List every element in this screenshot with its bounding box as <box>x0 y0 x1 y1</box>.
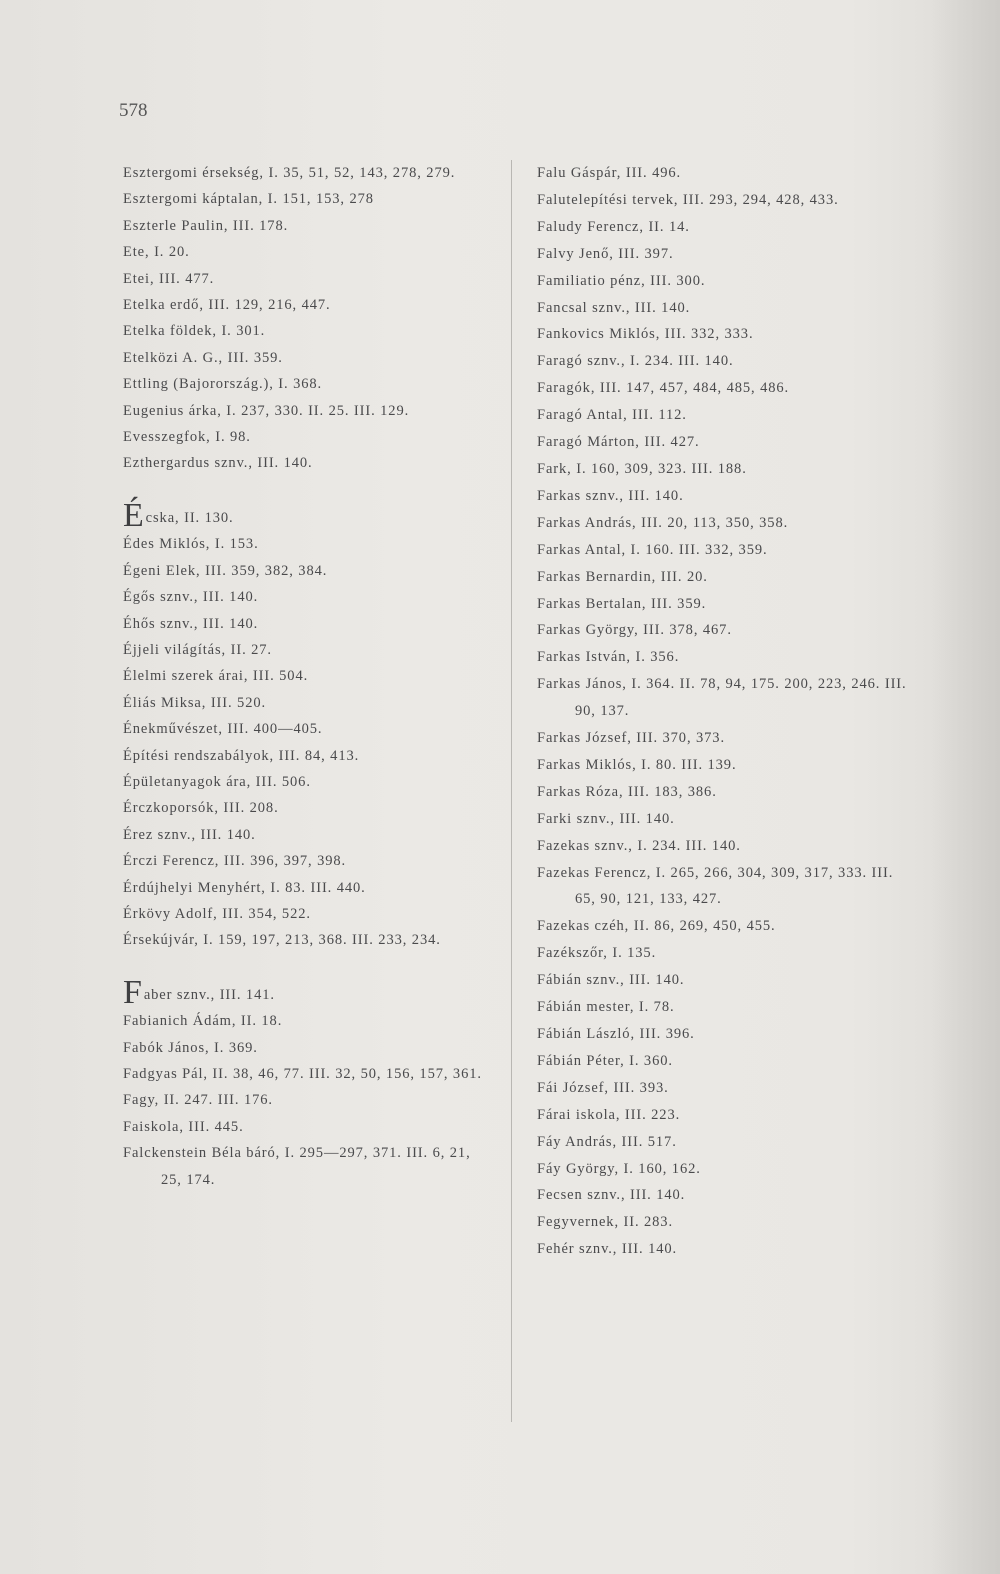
index-entry-text: Érsekújvár, I. 159, 197, 213, 368. III. 233, 234. <box>123 932 441 949</box>
index-entry-text: Eugenius árka, I. 237, 330. II. 25. III. 129. <box>123 402 410 419</box>
index-entry <box>123 1087 488 1113</box>
index-entry <box>123 496 488 534</box>
index-entry <box>123 371 488 397</box>
index-entry <box>123 239 488 265</box>
index-entry-text: Eszterle Paulin, III. 178. <box>123 217 289 234</box>
index-entry <box>123 531 488 557</box>
index-entry <box>123 716 488 742</box>
index-entry-text: Farkas János, I. 364. II. 78, 94, 175. 200, 223, 246. III. 90, 137. <box>537 676 907 720</box>
index-entry <box>123 584 488 610</box>
index-entry-text: Fadgyas Pál, II. 38, 46, 77. III. 32, 50, 156, 157, 361. <box>123 1066 482 1082</box>
index-entry-text: Farkas Miklós, I. 80. III. 139. <box>537 756 737 773</box>
index-entry-text: Éhős sznv., III. 140. <box>123 615 259 632</box>
index-entry-text: Fabók János, I. 369. <box>123 1039 258 1056</box>
index-entry-text: Farkas sznv., III. 140. <box>537 487 684 504</box>
index-entry <box>537 214 912 241</box>
index-entry <box>123 973 488 1011</box>
index-entry-text: Falu Gáspár, III. 496. <box>537 165 682 181</box>
index-entry-text: Fárai iskola, III. 223. <box>537 1106 681 1123</box>
index-entry <box>123 186 488 212</box>
index-entry <box>537 994 912 1021</box>
index-entry-text: Etelka földek, I. 301. <box>123 323 266 340</box>
index-entry <box>537 160 912 187</box>
index-entry <box>123 266 488 292</box>
index-entry-text: Etelka erdő, III. 129, 216, 447. <box>123 297 331 314</box>
index-entry <box>537 1102 912 1129</box>
index-entry-text: Élelmi szerek árai, III. 504. <box>123 668 309 685</box>
index-entry-text: Égős sznv., III. 140. <box>123 589 259 606</box>
index-entry <box>123 822 488 848</box>
index-entry <box>537 725 912 752</box>
index-entry <box>537 591 912 618</box>
index-entry <box>537 375 912 402</box>
index-entry <box>123 637 488 663</box>
index-entry <box>537 1075 912 1102</box>
index-entry-text: Fazekas czéh, II. 86, 269, 450, 455. <box>537 918 776 935</box>
index-entry-text: Fái József, III. 393. <box>537 1079 669 1096</box>
index-entry <box>123 558 488 584</box>
section-gap <box>123 954 488 980</box>
index-entry-text: Faragó sznv., I. 234. III. 140. <box>537 353 734 370</box>
index-entry <box>123 875 488 901</box>
index-entry <box>123 743 488 769</box>
index-entry-text: Fábián László, III. 396. <box>537 1026 695 1042</box>
index-entry <box>537 913 912 940</box>
index-entry <box>123 318 488 344</box>
index-entry-text: cska, II. 130. <box>145 509 234 526</box>
index-entry <box>537 806 912 833</box>
index-entry <box>537 1129 912 1156</box>
index-entry-text: Fábián mester, I. 78. <box>537 999 675 1016</box>
index-entry-text: Fáy András, III. 517. <box>537 1133 677 1150</box>
index-entry-text: Farkas Bertalan, III. 359. <box>537 595 707 612</box>
index-entry <box>537 510 912 537</box>
index-entry <box>537 1236 912 1263</box>
index-entry <box>123 292 488 318</box>
index-entry <box>537 940 912 967</box>
index-entry-text: Farki sznv., III. 140. <box>537 810 675 827</box>
index-entry-text: Fancsal sznv., III. 140. <box>537 299 691 316</box>
index-entry-text: Fark, I. 160, 309, 323. III. 188. <box>537 460 747 477</box>
index-entry <box>123 160 488 186</box>
index-entry <box>537 779 912 806</box>
index-entry <box>123 848 488 874</box>
index-entry <box>123 927 488 953</box>
index-entry-text: Fáy György, I. 160, 162. <box>537 1160 701 1177</box>
index-entry-text: Farkas Antal, I. 160. III. 332, 359. <box>537 541 768 558</box>
index-entry-text: Épületanyagok ára, III. 506. <box>123 773 311 790</box>
index-entry <box>537 187 912 214</box>
index-entry-text: Ete, I. 20. <box>123 244 190 261</box>
index-entry <box>537 456 912 483</box>
index-entry-text: Farkas György, III. 378, 467. <box>537 622 732 639</box>
index-entry-text: Farkas István, I. 356. <box>537 649 680 666</box>
index-entry-text: Éjjeli világítás, II. 27. <box>123 641 272 658</box>
index-entry-text: Esztergomi káptalan, I. 151, 153, 278 <box>123 191 374 208</box>
index-entry <box>537 321 912 348</box>
index-entry-text: Falvy Jenő, III. 397. <box>537 245 674 262</box>
index-entry <box>123 450 488 476</box>
index-entry <box>123 398 488 424</box>
index-entry <box>537 671 912 725</box>
index-entry <box>537 348 912 375</box>
index-entry <box>123 611 488 637</box>
index-entry <box>537 268 912 295</box>
index-entry <box>537 483 912 510</box>
index-entry-text: Érczi Ferencz, III. 396, 397, 398. <box>123 853 347 870</box>
index-column-left <box>123 160 488 1193</box>
index-entry <box>537 644 912 671</box>
index-entry <box>123 345 488 371</box>
section-initial: É <box>123 496 145 534</box>
index-entry-text: Érdújhelyi Menyhért, I. 83. III. 440. <box>123 879 366 896</box>
index-entry-text: Építési rendszabályok, III. 84, 413. <box>123 747 360 764</box>
index-entry-text: Fazékszőr, I. 135. <box>537 945 657 962</box>
index-entry-text: Farkas Bernardin, III. 20. <box>537 568 708 585</box>
index-entry <box>537 1182 912 1209</box>
index-entry-text: Etei, III. 477. <box>123 270 215 287</box>
index-entry-text: Égeni Elek, III. 359, 382, 384. <box>123 562 328 579</box>
index-entry-text: Édes Miklós, I. 153. <box>123 536 259 553</box>
index-entry <box>537 295 912 322</box>
index-entry <box>123 690 488 716</box>
index-entry <box>537 967 912 994</box>
index-entry <box>537 833 912 860</box>
index-entry <box>537 1048 912 1075</box>
index-entry-text: Evesszegfok, I. 98. <box>123 429 251 446</box>
index-entry-text: Fábián sznv., III. 140. <box>537 972 685 989</box>
index-entry <box>123 1114 488 1140</box>
index-entry <box>537 617 912 644</box>
index-entry <box>537 1209 912 1236</box>
index-entry-text: Fehér sznv., III. 140. <box>537 1241 678 1258</box>
index-entry-text: Falutelepítési tervek, III. 293, 294, 428, 433. <box>537 191 839 208</box>
page-number: 578 <box>119 100 148 121</box>
index-entry-text: Farkas József, III. 370, 373. <box>537 730 725 747</box>
index-entry-text: Érkövy Adolf, III. 354, 522. <box>123 905 311 922</box>
index-entry <box>123 1008 488 1034</box>
index-entry <box>123 1140 488 1193</box>
index-entry <box>537 1156 912 1183</box>
index-entry <box>537 564 912 591</box>
index-entry <box>123 213 488 239</box>
index-entry-text: Fegyvernek, II. 283. <box>537 1214 673 1231</box>
index-entry-text: Familiatio pénz, III. 300. <box>537 272 706 289</box>
section-gap <box>123 477 488 503</box>
index-entry-text: Éliás Miksa, III. 520. <box>123 694 267 711</box>
index-entry-text: Énekművészet, III. 400—405. <box>123 721 323 738</box>
index-entry <box>123 795 488 821</box>
index-entry <box>537 860 912 914</box>
index-entry <box>537 402 912 429</box>
index-entry <box>537 241 912 268</box>
index-entry-text: Faragó Antal, III. 112. <box>537 407 687 424</box>
index-entry-text: Etelközi A. G., III. 359. <box>123 349 283 366</box>
index-entry <box>537 1021 912 1048</box>
index-entry-text: Fabianich Ádám, II. 18. <box>123 1013 283 1030</box>
index-entry <box>123 424 488 450</box>
index-entry-text: Esztergomi érsekség, I. 35, 51, 52, 143, 278, 279. <box>123 165 456 181</box>
index-column-right <box>537 160 912 1263</box>
index-entry <box>537 537 912 564</box>
index-entry-text: Fábián Péter, I. 360. <box>537 1052 673 1069</box>
index-entry <box>537 429 912 456</box>
index-entry-text: aber sznv., III. 141. <box>143 986 275 1003</box>
index-entry-text: Fazekas sznv., I. 234. III. 140. <box>537 837 741 854</box>
index-entry <box>537 752 912 779</box>
index-entry-text: Falckenstein Béla báró, I. 295—297, 371. III. 6, 21, 25, 174. <box>123 1145 471 1188</box>
index-entry-text: Fagy, II. 247. III. 176. <box>123 1092 273 1109</box>
index-entry-text: Faludy Ferencz, II. 14. <box>537 218 690 235</box>
index-entry <box>123 1061 488 1087</box>
index-entry-text: Farkas Róza, III. 183, 386. <box>537 783 717 800</box>
page-edge-shadow <box>930 0 1000 1574</box>
index-entry-text: Faragó Márton, III. 427. <box>537 434 700 451</box>
index-entry <box>123 663 488 689</box>
index-entry <box>123 769 488 795</box>
section-initial: F <box>123 973 143 1011</box>
index-entry-text: Faragók, III. 147, 457, 484, 485, 486. <box>537 380 790 397</box>
index-entry-text: Faiskola, III. 445. <box>123 1118 244 1135</box>
index-entry-text: Érez sznv., III. 140. <box>123 826 256 843</box>
index-entry <box>123 1035 488 1061</box>
index-entry-text: Farkas András, III. 20, 113, 350, 358. <box>537 514 789 531</box>
index-entry-text: Fecsen sznv., III. 140. <box>537 1187 686 1204</box>
index-entry <box>123 901 488 927</box>
index-entry-text: Ezthergardus sznv., III. 140. <box>123 455 313 472</box>
column-divider <box>511 160 512 1422</box>
index-entry-text: Érczkoporsók, III. 208. <box>123 800 279 817</box>
index-entry-text: Fankovics Miklós, III. 332, 333. <box>537 326 754 343</box>
index-entry-text: Ettling (Bajorország.), I. 368. <box>123 376 323 393</box>
index-entry-text: Fazekas Ferencz, I. 265, 266, 304, 309, 317, 333. III. 65, 90, 121, 133, 427. <box>537 864 894 908</box>
